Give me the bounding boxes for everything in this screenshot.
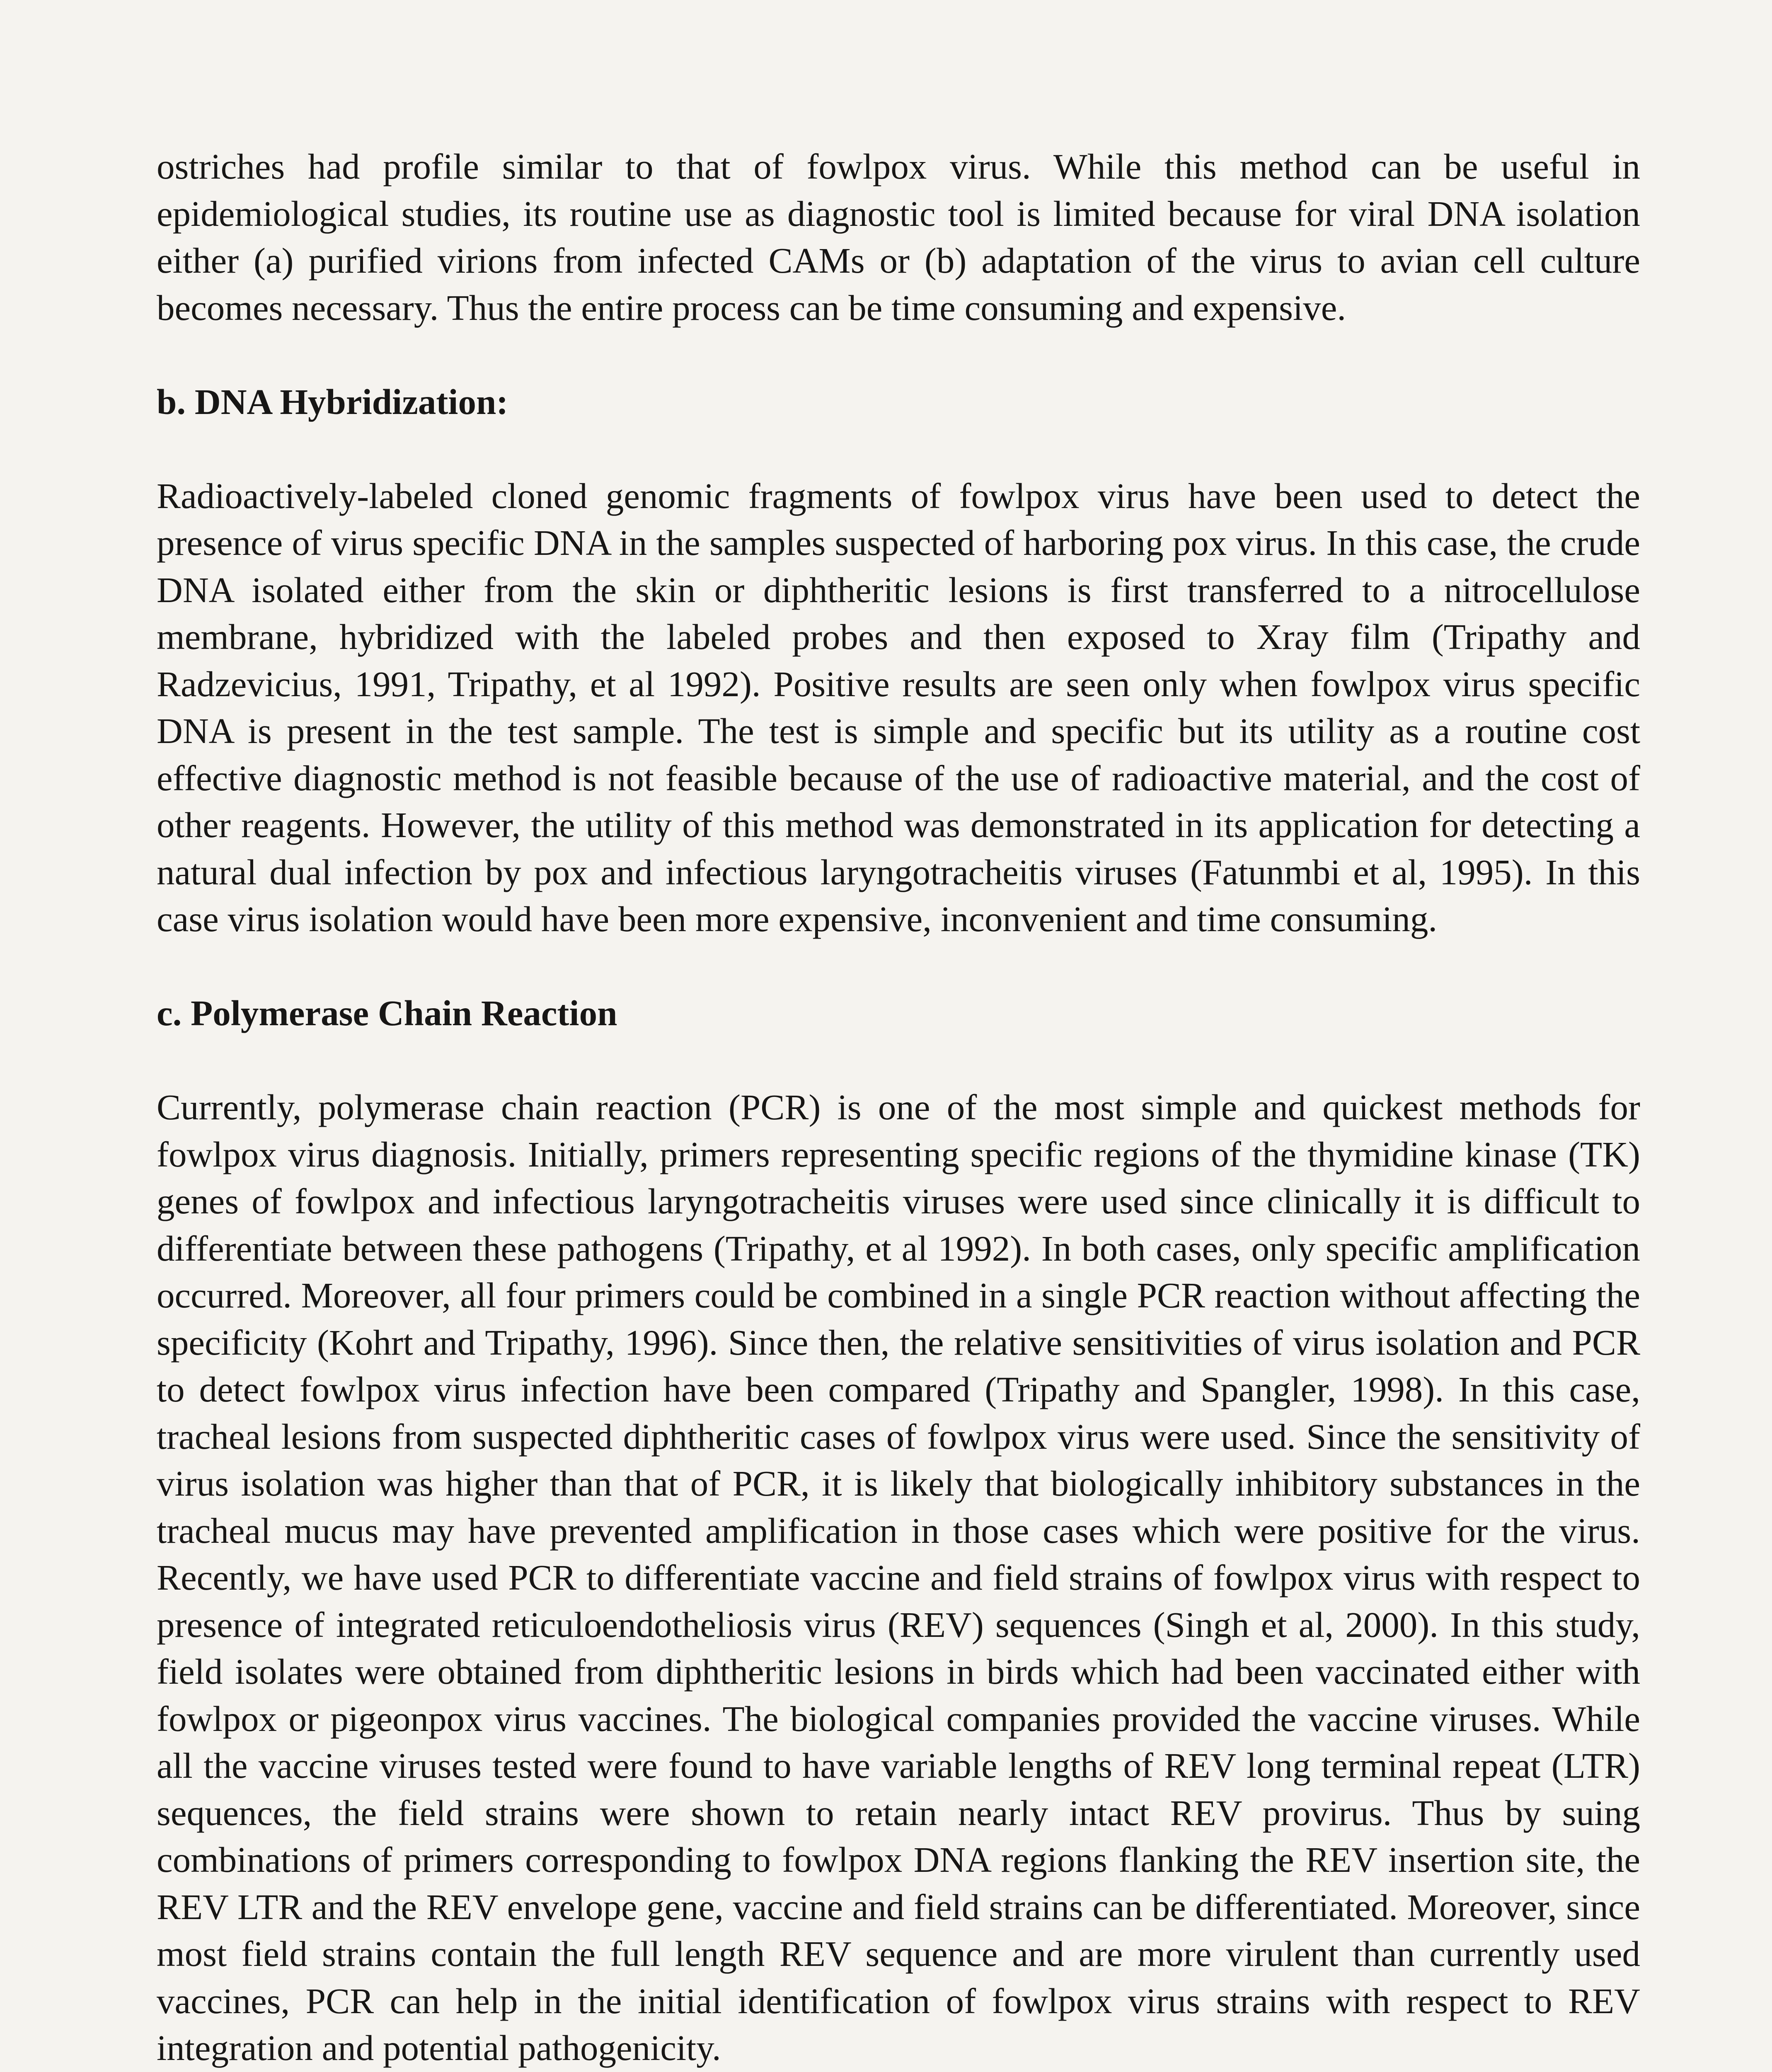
section-heading-pcr: c. Polymerase Chain Reaction [157, 993, 617, 1033]
spacer [157, 1037, 1640, 1084]
section-heading-dna-hybridization: b. DNA Hybridization: [157, 381, 508, 422]
spacer [157, 425, 1640, 472]
spacer [157, 331, 1640, 378]
paragraph-dna-hybridization: Radioactively-labeled cloned genomic fragments of fowlpox virus have been used to detect the presence of virus specific DNA in the samples suspected of harboring pox virus. In this case, the crude DNA isolated either from the skin or diphtheritic lesions is first transferred to a nitrocellulose membrane, hybridized with the labeled probes and then exposed to Xray film (Tripathy and Radzevicius, 1991, Tripathy, et al 1992). Positive results are seen only when fowlpox virus specific DNA is present in the test sample. The test is simple and specific but its utility as a routine cost effective diagnostic method is not feasible because of the use of radioactive material, and the cost of other reagents. However, the utility of this method was demonstrated in its application for detecting a natural dual infection by pox and infectious laryngotracheitis viruses (Fatunmbi et al, 1995). In this case virus isolation would have been more expensive, inconvenient and time consuming. [157, 475, 1640, 939]
document-body [157, 143, 1640, 2072]
spacer [157, 943, 1640, 990]
paragraph-ostriches-profile: ostriches had profile similar to that of fowlpox virus. While this method can be useful in epidemiological studies, its routine use as diagnostic tool is limited because for viral DNA isolation either (a) purified virions from infected CAMs or (b) adaptation of the virus to avian cell culture becomes necessary. Thus the entire process can be time consuming and expensive. [157, 146, 1640, 328]
paragraph-pcr: Currently, polymerase chain reaction (PCR) is one of the most simple and quickest methods for fowlpox virus diagnosis. Initially, primers representing specific regions of the thymidine kinase (TK) genes of fowlpox and infectious laryngotracheitis viruses were used since clinically it is difficult to differentiate between these pathogens (Tripathy, et al 1992). In both cases, only specific amplification occurred. Moreover, all four primers could be combined in a single PCR reaction without affecting the specificity (Kohrt and Tripathy, 1996). Since then, the relative sensitivities of virus isolation and PCR to detect fowlpox virus infection have been compared (Tripathy and Spangler, 1998). In this case, tracheal lesions from suspected diphtheritic cases of fowlpox virus were used. Since the sensitivity of virus isolation was higher than that of PCR, it is likely that biologically inhibitory substances in the tracheal mucus may have prevented amplification in those cases which were positive for the virus. Recently, we have used PCR to differentiate vaccine and field strains of fowlpox virus with respect to presence of integrated reticuloendotheliosis virus (REV) sequences (Singh et al, 2000). In this study, field isolates were obtained from diphtheritic lesions in birds which had been vaccinated either with fowlpox or pigeonpox virus vaccines. The biological companies provided the vaccine viruses. While all the vaccine viruses tested were found to have variable lengths of REV long terminal repeat (LTR) sequences, the field strains were shown to retain nearly intact REV provirus. Thus by suing combinations of primers corresponding to fowlpox DNA regions flanking the REV insertion site, the REV LTR and the REV envelope gene, vaccine and field strains can be differentiated. Moreover, since most field strains contain the full length REV sequence and are more virulent than currently used vaccines, PCR can help in the initial identification of fowlpox virus strains with respect to REV integration and potential pathogenicity. [157, 1087, 1640, 2068]
